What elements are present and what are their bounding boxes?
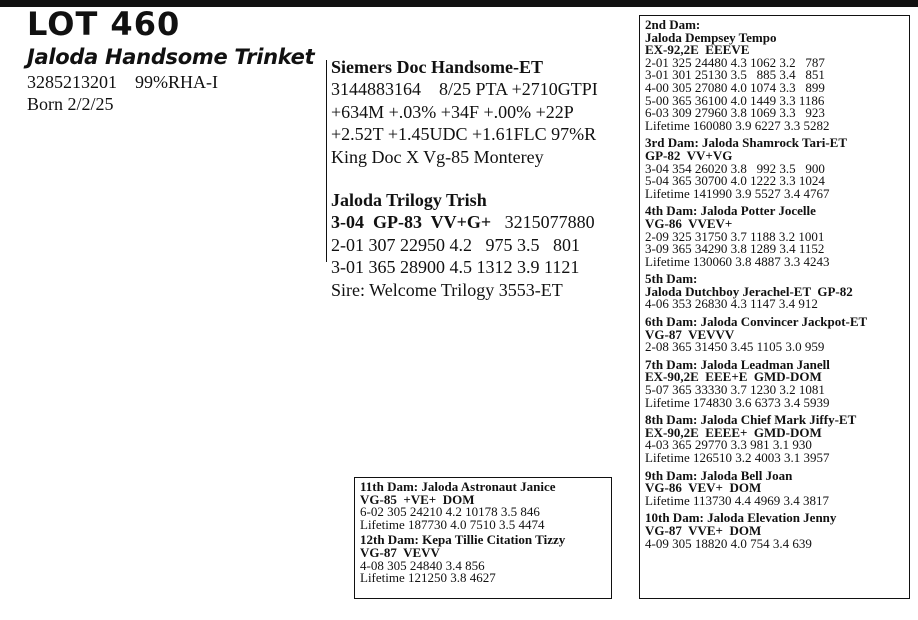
dam-heading-line: Jaloda Dutchboy Jerachel-ET GP-82 bbox=[645, 283, 853, 299]
record-line: Lifetime 187730 4.0 7510 3.5 4474 bbox=[360, 516, 545, 532]
sire-name: Siemers Doc Handsome-ET bbox=[331, 57, 543, 77]
pedigree-entry bbox=[640, 19, 909, 132]
left-rule-divider bbox=[326, 60, 327, 262]
sire-line: King Doc X Vg-85 Monterey bbox=[331, 146, 544, 167]
pedigree-entry bbox=[640, 205, 909, 268]
record-line: Lifetime 174830 3.6 6373 3.4 5939 bbox=[645, 394, 830, 410]
dam-heading-line: VG-87 VEVVV bbox=[645, 326, 735, 342]
pedigree-box-right bbox=[639, 15, 910, 599]
pedigree-entry bbox=[640, 467, 909, 508]
record-line: 4-03 365 29770 3.3 981 3.1 930 bbox=[645, 437, 812, 453]
record-line: 3-01 301 25130 3.5 885 3.4 851 bbox=[645, 67, 825, 83]
dam-title: 9th Dam: Jaloda Bell Joan bbox=[645, 467, 793, 483]
dam-line: 3-01 365 28900 4.5 1312 3.9 1121 bbox=[331, 257, 580, 277]
dam-class-row bbox=[331, 211, 598, 234]
record-line: 4-00 305 27080 4.0 1074 3.3 899 bbox=[645, 79, 825, 95]
lot-number: LOT 460 bbox=[27, 5, 181, 43]
dam-heading-line: EX-90,2E EEEE+ GMD-DOM bbox=[645, 424, 822, 440]
pedigree-entry bbox=[355, 481, 611, 531]
dam-heading-line: VG-86 VEV+ DOM bbox=[645, 480, 762, 496]
dam-title: 2nd Dam: bbox=[645, 17, 701, 32]
dam-title: 4th Dam: Jaloda Potter Jocelle bbox=[645, 203, 816, 219]
record-line: 2-08 365 31450 3.45 1105 3.0 959 bbox=[645, 339, 825, 355]
sire-line: +2.52T +1.45UDC +1.61FLC 97%R bbox=[331, 124, 597, 144]
record-line: Lifetime 121250 3.8 4627 bbox=[360, 570, 496, 586]
dam-title: 7th Dam: Jaloda Leadman Janell bbox=[645, 356, 830, 372]
dam-block bbox=[331, 189, 598, 301]
record-line: 2-09 325 31750 3.7 1188 3.2 1001 bbox=[645, 228, 825, 244]
record-line: 5-04 365 30700 4.0 1222 3.3 1024 bbox=[645, 173, 825, 189]
dam-title: 6th Dam: Jaloda Convincer Jackpot-ET bbox=[645, 314, 868, 330]
record-line: Lifetime 113730 4.4 4969 3.4 3817 bbox=[645, 492, 830, 508]
dam-line: 2-01 307 22950 4.2 975 3.5 801 bbox=[331, 234, 580, 255]
record-line: 4-06 353 26830 4.3 1147 3.4 912 bbox=[645, 296, 818, 312]
dam-title: 10th Dam: Jaloda Elevation Jenny bbox=[645, 510, 837, 526]
pedigree-entry bbox=[640, 512, 909, 550]
sire-line: +634M +.03% +34F +.00% +22P bbox=[331, 101, 574, 122]
record-line: 4-08 305 24840 3.4 856 bbox=[360, 557, 485, 573]
pedigree-entry bbox=[640, 356, 909, 410]
dam-heading-line: GP-82 VV+VG bbox=[645, 147, 733, 163]
dam-sire: Sire: Welcome Trilogy 3553-ET bbox=[331, 279, 563, 300]
dam-name: Jaloda Trilogy Trish bbox=[331, 190, 487, 210]
dam-heading-line: EX-92,2E EEEVE bbox=[645, 42, 750, 58]
dam-title: 8th Dam: Jaloda Chief Mark Jiffy-ET bbox=[645, 412, 857, 428]
animal-name: Jaloda Handsome Trinket bbox=[27, 45, 315, 69]
record-line: 4-09 305 18820 4.0 754 3.4 639 bbox=[645, 535, 812, 551]
dam-heading-line: VG-87 VVE+ DOM bbox=[645, 522, 762, 538]
record-line: 6-03 309 27960 3.8 1069 3.3 923 bbox=[645, 105, 825, 121]
dam-heading-line: Jaloda Dempsey Tempo bbox=[645, 29, 777, 45]
dam-heading-line: VG-85 +VE+ DOM bbox=[360, 491, 475, 507]
pedigree-box-bottom bbox=[354, 477, 612, 599]
record-line: Lifetime 130060 3.8 4887 3.3 4243 bbox=[645, 253, 830, 269]
sire-line: 3144883164 8/25 PTA +2710GTPI bbox=[331, 79, 598, 99]
record-line: 6-02 305 24210 4.2 10178 3.5 846 bbox=[360, 504, 540, 520]
animal-registration: 3285213201 99%RHA-I bbox=[27, 72, 218, 92]
pedigree-entry bbox=[640, 414, 909, 464]
dam-title: 5th Dam: bbox=[645, 271, 698, 287]
record-line: 3-09 365 34290 3.8 1289 3.4 1152 bbox=[645, 241, 825, 257]
record-line: 2-01 325 24480 4.3 1062 3.2 787 bbox=[645, 54, 825, 70]
dam-title: 11th Dam: Jaloda Astronaut Janice bbox=[360, 479, 556, 494]
sire-dam-block bbox=[331, 56, 598, 301]
record-line: Lifetime 126510 3.2 4003 3.1 3957 bbox=[645, 450, 830, 465]
pedigree-entry bbox=[640, 273, 909, 311]
animal-birth-date: Born 2/2/25 bbox=[27, 94, 114, 114]
record-line: Lifetime 141990 3.9 5527 3.4 4767 bbox=[645, 185, 830, 201]
dam-classification: 3-04 GP-83 VV+G+ bbox=[331, 212, 492, 232]
pedigree-entry bbox=[640, 316, 909, 354]
record-line: Lifetime 160080 3.9 6227 3.3 5282 bbox=[645, 117, 830, 133]
pedigree-entry bbox=[355, 534, 611, 584]
record-line: 5-00 365 36100 4.0 1449 3.3 1186 bbox=[645, 92, 825, 108]
record-line: 5-07 365 33330 3.7 1230 3.2 1081 bbox=[645, 382, 825, 398]
dam-title: 3rd Dam: Jaloda Shamrock Tari-ET bbox=[645, 135, 848, 151]
pedigree-entry bbox=[640, 137, 909, 200]
dam-heading-line: VG-87 VEVV bbox=[360, 544, 440, 560]
dam-title: 12th Dam: Kepa Tillie Citation Tizzy bbox=[360, 532, 566, 548]
dam-heading-line: VG-86 VVEV+ bbox=[645, 215, 733, 231]
dam-registration: 3215077880 bbox=[504, 212, 595, 232]
dam-heading-line: EX-90,2E EEE+E GMD-DOM bbox=[645, 369, 822, 385]
record-line: 3-04 354 26020 3.8 992 3.5 900 bbox=[645, 160, 825, 176]
